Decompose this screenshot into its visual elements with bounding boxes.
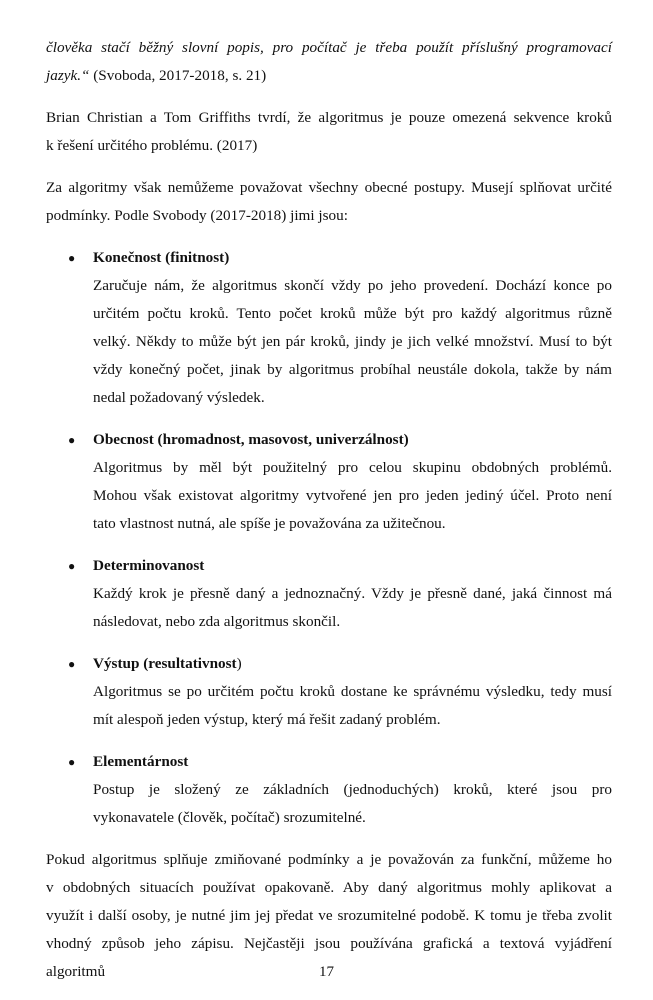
paragraph-final-line-2: v obdobných situacích používat opakovaně. Aby daný algoritmus mohly aplikovat a [46, 879, 612, 896]
document-page [46, 34, 612, 980]
item-line: Postup je složený ze základních (jednoduchých) kroků, které jsou pro [93, 781, 612, 798]
item-title: Výstup (resultativnost) [93, 655, 242, 672]
item-line: vždy konečný počet, jinak by algoritmus probíhal neustále dokola, takže by nám [93, 361, 612, 378]
bullet-icon: ● [68, 559, 76, 573]
paragraph-christian-line-1: Brian Christian a Tom Griffiths tvrdí, že algoritmus je pouze omezená sekvence kroků [46, 109, 612, 126]
properties-list [46, 244, 612, 832]
paragraph-final-line-4: vhodný způsob jeho zápisu. Nejčastěji jsou používána grafická a textová vyjádření [46, 935, 612, 952]
paragraph-intro-line-1: Za algoritmy však nemůžeme považovat všechny obecné postupy. Musejí splňovat určité [46, 179, 612, 196]
paragraph-final-line-3: využít i další osoby, je nutné jim jej předat ve srozumitelné podobě. K tomu je třeba zvolit [46, 907, 612, 924]
item-title: Elementárnost [93, 753, 189, 770]
paragraph-christian-line-2: k řešení určitého problému. (2017) [46, 137, 258, 154]
quote-line-1 [46, 34, 612, 62]
item-line: Algoritmus se po určitém počtu kroků dostane ke správnému výsledku, tedy musí [93, 683, 612, 700]
list-item-obecnost [46, 426, 612, 538]
item-line: následovat, nebo zda algoritmus skončil. [93, 613, 341, 630]
bullet-icon: ● [68, 657, 76, 671]
item-title: Konečnost (finitnost) [93, 249, 230, 266]
paragraph-final-line-1: Pokud algoritmus splňuje zmiňované podmínky a je považován za funkční, můžeme ho [46, 851, 612, 868]
bullet-icon: ● [68, 251, 76, 265]
page-number: 17 [319, 964, 334, 980]
item-line: vykonavatele (člověk, počítač) srozumitelné. [93, 809, 366, 826]
list-item-elementarnost [46, 748, 612, 832]
quote-italic-end: jazyk.“ [46, 67, 90, 84]
quote-line-2 [46, 62, 612, 90]
item-title: Determinovanost [93, 557, 205, 574]
bullet-icon: ● [68, 755, 76, 769]
item-line: Každý krok je přesně daný a jednoznačný. Vždy je přesně dané, jaká činnost má [93, 585, 612, 602]
item-line: Mohou však existovat algoritmy vytvořené jen pro jeden jediný účel. Proto není [93, 487, 612, 504]
item-title: Obecnost (hromadnost, masovost, univerzálnost) [93, 431, 409, 448]
quote-citation: (Svoboda, 2017-2018, s. 21) [89, 67, 267, 84]
list-item-vystup [46, 650, 612, 734]
item-line: velký. Někdy to může být jen pár kroků, jindy je jich velké množství. Musí to být [93, 333, 612, 350]
paragraph-intro-line-2: podmínky. Podle Svobody (2017-2018) jimi jsou: [46, 207, 348, 224]
list-item-konecnost [46, 244, 612, 412]
paragraph-final-line-5: algoritmů [46, 963, 106, 980]
list-item-determinovanost [46, 552, 612, 636]
quote-italic-text: člověka stačí běžný slovní popis, pro počítač je třeba použít příslušný programovací [46, 39, 612, 56]
item-line: tato vlastnost nutná, ale spíše je považována za užitečnou. [93, 515, 446, 532]
item-line: nedal požadovaný výsledek. [93, 389, 265, 406]
item-line: Algoritmus by měl být použitelný pro celou skupinu obdobných problémů. [93, 459, 612, 476]
item-line: mít alespoň jeden výstup, který má řešit zadaný problém. [93, 711, 441, 728]
item-line: určitém počtu kroků. Tento počet kroků může být pro každý algoritmus různě [93, 305, 612, 322]
bullet-icon: ● [68, 433, 76, 447]
item-line: Zaručuje nám, že algoritmus skončí vždy po jeho provedení. Dochází konce po [93, 277, 612, 294]
